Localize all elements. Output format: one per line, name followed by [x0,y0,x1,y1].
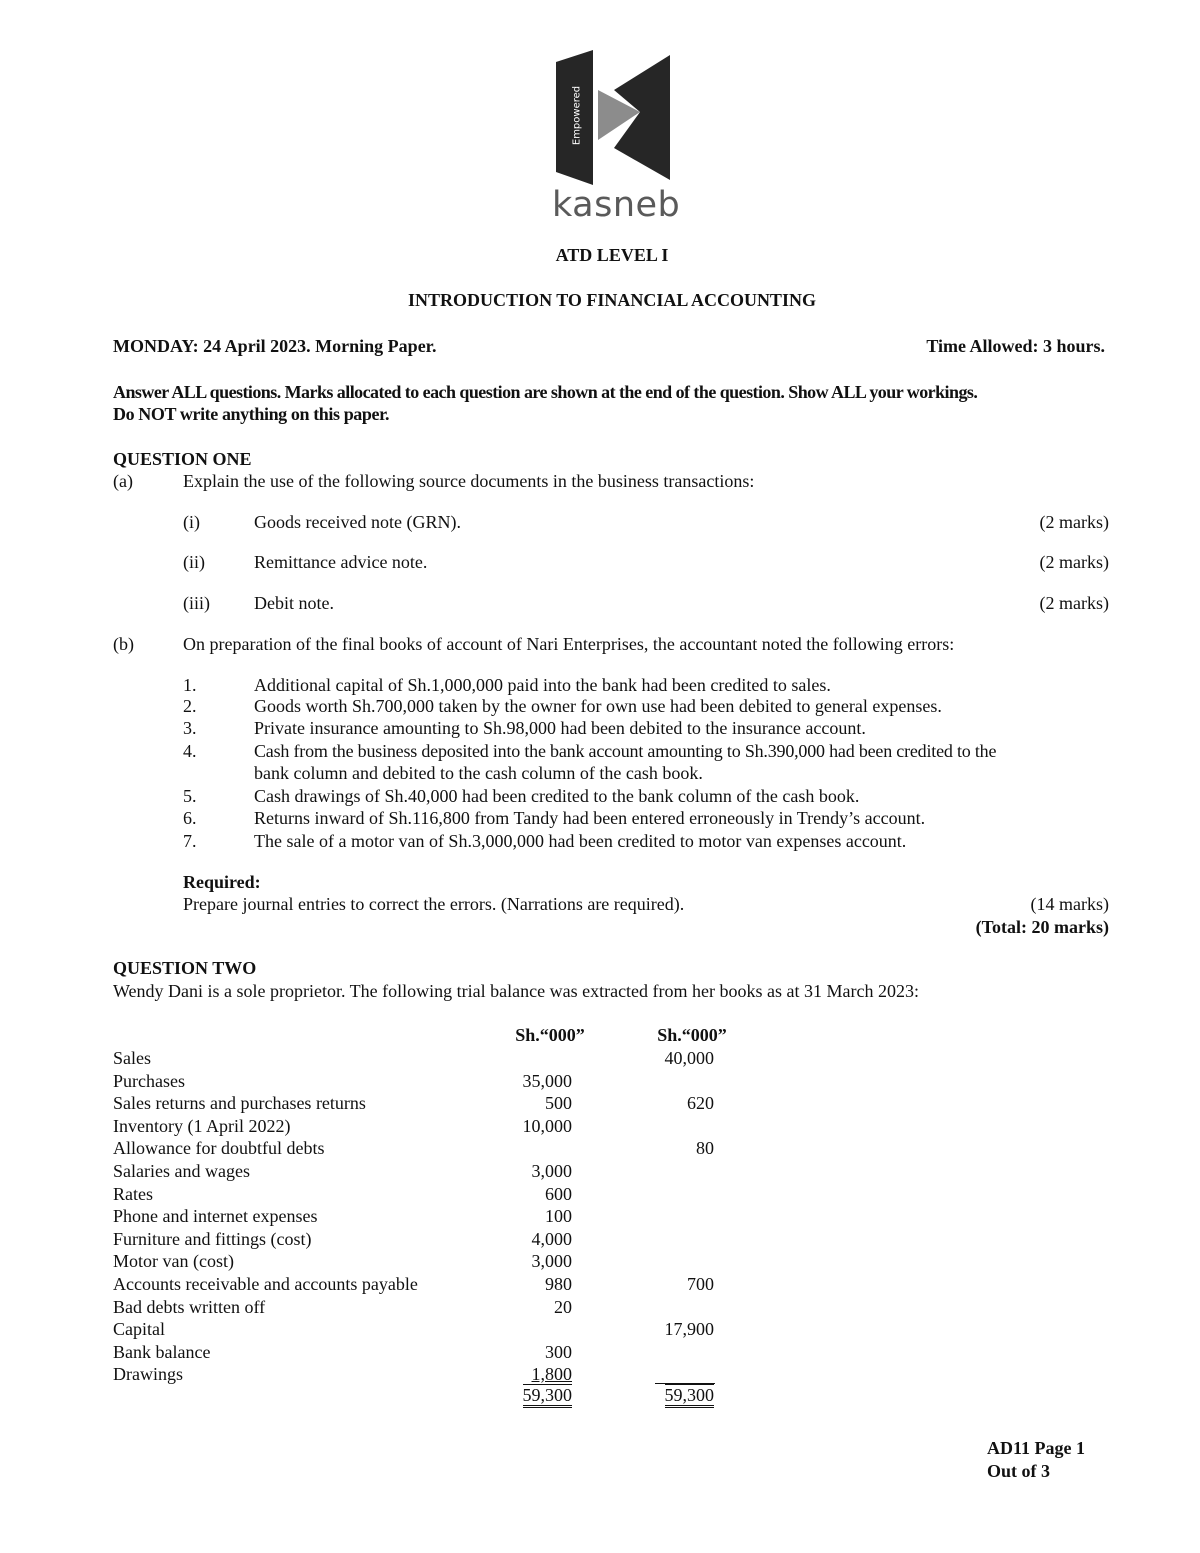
q1b-label: (b) [113,634,134,654]
tb-row-label: Inventory (1 April 2022) [113,1116,291,1136]
tb-row-debit: 600 [545,1184,572,1204]
paper-level: ATD LEVEL I [555,245,669,265]
tb-row-label: Motor van (cost) [113,1251,234,1271]
tb-row-debit: 10,000 [522,1116,572,1136]
q1b-item-text: The sale of a motor van of Sh.3,000,000 had been credited to motor van expenses account. [254,831,907,851]
q1b-item-text-cont: bank column and debited to the cash column of the cash book. [254,763,703,783]
tb-row-credit: 700 [687,1274,714,1294]
tb-row-label: Allowance for doubtful debts [113,1138,325,1158]
tb-row-label: Furniture and fittings (cost) [113,1229,312,1249]
kasneb-logo-mark [548,50,678,185]
q1b-text: On preparation of the final books of account of Nari Enterprises, the accountant noted the following errors: [183,634,955,654]
q1b-item-text: Private insurance amounting to Sh.98,000 had been debited to the insurance account. [254,718,866,738]
required-text: Prepare journal entries to correct the errors. (Narrations are required). [183,894,685,914]
tb-row-debit: 3,000 [531,1161,572,1181]
question-one-title: QUESTION ONE [113,449,252,469]
q1a-label: (a) [113,471,133,491]
q1a-item-marks: (2 marks) [1039,552,1109,572]
tb-col1-header: Sh.“000” [515,1025,585,1045]
logo-wordmark: kasneb [552,185,681,225]
tb-row-debit: 100 [545,1206,572,1226]
required-marks: (14 marks) [1030,894,1109,914]
tb-total-cr [654,1384,714,1408]
tb-col2-header: Sh.“000” [657,1025,727,1045]
q1a-item-text: Debit note. [254,593,334,613]
tb-row-debit: 4,000 [531,1229,572,1249]
q1b-item-num: 6. [183,808,197,828]
q1a-text: Explain the use of the following source documents in the business transactions: [183,471,755,491]
footer-out-of: Out of 3 [987,1461,1050,1481]
q1a-item-marks: (2 marks) [1039,593,1109,613]
q1a-item-marks: (2 marks) [1039,512,1109,532]
q1a-item-text: Remittance advice note. [254,552,428,572]
q2-intro: Wendy Dani is a sole proprietor. The following trial balance was extracted from her books as at 31 March 2023: [113,981,919,1001]
q1b-item-num: 4. [183,741,197,761]
tb-row-label: Phone and internet expenses [113,1206,318,1226]
tb-row-label: Bank balance [113,1342,211,1362]
q1a-item-text: Goods received note (GRN). [254,512,461,532]
q1b-item-num: 1. [183,675,197,695]
tb-row-credit: 40,000 [664,1048,714,1068]
q1a-item-num: (iii) [183,593,210,613]
tb-row-label: Drawings [113,1364,183,1384]
q1b-item-num: 2. [183,696,197,716]
q1a-item-num: (i) [183,512,200,532]
q1b-item-num: 7. [183,831,197,851]
tb-row-label: Accounts receivable and accounts payable [113,1274,418,1294]
q1-total-marks: (Total: 20 marks) [975,917,1109,937]
tb-row-label: Purchases [113,1071,185,1091]
paper-subject: INTRODUCTION TO FINANCIAL ACCOUNTING [408,290,816,310]
tb-row-debit: 1,800 [531,1364,572,1384]
tb-total-dr [512,1384,572,1408]
tb-row-label: Capital [113,1319,165,1339]
logo-tagline: Empowered [571,85,583,146]
tb-row-debit: 980 [545,1274,572,1294]
q1b-item-text: Cash drawings of Sh.40,000 had been credited to the bank column of the cash book. [254,786,860,806]
tb-row-label: Salaries and wages [113,1161,250,1181]
tb-total-dr-value: 59,300 [523,1384,573,1408]
tb-row-debit: 3,000 [531,1251,572,1271]
tb-row-label: Sales returns and purchases returns [113,1093,366,1113]
tb-row-label: Rates [113,1184,153,1204]
q1b-item-num: 3. [183,718,197,738]
tb-row-debit: 35,000 [522,1071,572,1091]
tb-row-credit: 17,900 [664,1319,714,1339]
q1b-item-text: Returns inward of Sh.116,800 from Tandy had been entered erroneously in Trendy’s account. [254,808,926,828]
tb-total-cr-value: 59,300 [665,1384,715,1408]
tb-row-debit: 300 [545,1342,572,1362]
tb-row-debit: 20 [554,1297,572,1317]
instructions-line-1: Answer ALL questions. Marks allocated to each question are shown at the end of the question. Show ALL your workings. [113,382,978,402]
q1b-item-text: Cash from the business deposited into the bank account amounting to Sh.390,000 had been credited to the [254,741,997,761]
q1b-item-num: 5. [183,786,197,806]
footer-page: AD11 Page 1 [987,1438,1085,1458]
tb-row-credit: 620 [687,1093,714,1113]
tb-row-label: Sales [113,1048,151,1068]
required-label: Required: [183,872,261,892]
tb-row-label: Bad debts written off [113,1297,266,1317]
time-allowed: Time Allowed: 3 hours. [926,336,1105,356]
q1a-item-num: (ii) [183,552,205,572]
q1b-item-text: Additional capital of Sh.1,000,000 paid into the bank had been credited to sales. [254,675,831,695]
q1b-item-text: Goods worth Sh.700,000 taken by the owner for own use had been debited to general expenses. [254,696,942,716]
kasneb-logo [548,50,681,225]
question-two-title: QUESTION TWO [113,958,257,978]
paper-date: MONDAY: 24 April 2023. Morning Paper. [113,336,437,356]
instructions-line-2: Do NOT write anything on this paper. [113,404,390,424]
tb-row-credit: 80 [696,1138,714,1158]
tb-row-debit: 500 [545,1093,572,1113]
